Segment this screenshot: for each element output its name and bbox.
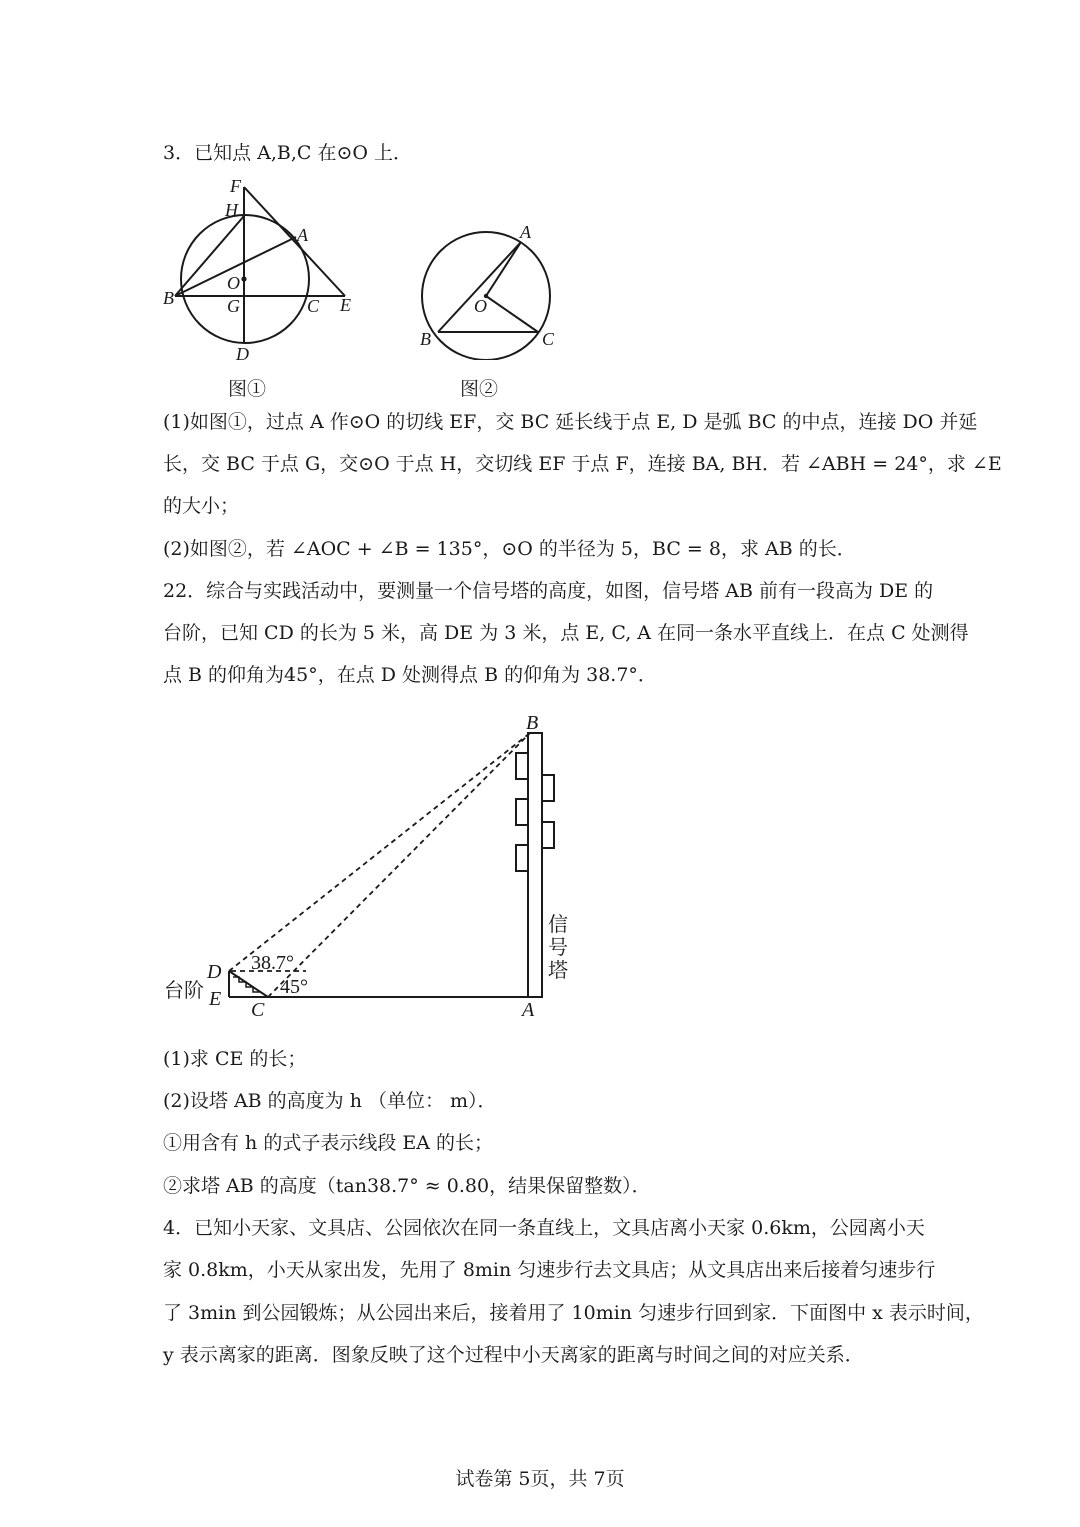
q3-part1-line1: (1)如图①，过点 A 作⊙O 的切线 EF，交 BC 延长线于点 E, D 是弧 BC 的中点，连接 DO 并延 <box>163 411 978 433</box>
q4-line3: 了 3min 到公园锻炼；从公园出来后，接着用了 10min 匀速步行回到家．下面图中 x 表示时间， <box>163 1302 984 1324</box>
fig3-label-e: E <box>209 988 222 1010</box>
q3-part1-line3: 的大小； <box>163 495 240 517</box>
page-footer: 试卷第 5页，共 7页 <box>455 1468 625 1490</box>
fig3-tower-char-3: 塔 <box>548 960 568 982</box>
fig2-label-a: A <box>520 222 531 242</box>
fig2-label-b: B <box>420 329 431 349</box>
q22-line1: 22．综合与实践活动中，要测量一个信号塔的高度，如图，信号塔 AB 前有一段高为 DE 的 <box>163 580 934 602</box>
figure-2 <box>410 220 570 360</box>
q3-part2: (2)如图②，若 ∠AOC + ∠B = 135°，⊙O 的半径为 5，BC = 8，求 AB 的长． <box>163 538 856 560</box>
fig2-caption: 图② <box>460 378 499 400</box>
fig3-label-b: B <box>526 712 539 734</box>
fig3-label-d: D <box>207 961 222 983</box>
fig1-label-d: D <box>236 344 249 364</box>
figure-1 <box>155 175 370 370</box>
fig1-label-g: G <box>227 296 240 316</box>
q3-stem: 3．已知点 A,B,C 在⊙O 上． <box>163 142 413 164</box>
fig1-label-e: E <box>340 295 351 315</box>
fig3-tower-char-1: 信 <box>548 914 568 936</box>
fig3-angle-d: 38.7° <box>251 952 294 974</box>
q22-part2a: ①用含有 h 的式子表示线段 EA 的长； <box>163 1132 493 1154</box>
fig1-label-c: C <box>307 296 320 316</box>
fig1-label-o: O <box>227 273 240 293</box>
fig3-label-step: 台阶 <box>164 980 204 1002</box>
fig1-caption: 图① <box>228 378 267 400</box>
fig3-angle-c: 45° <box>280 976 308 998</box>
fig1-label-a: A <box>297 225 308 245</box>
fig2-label-c: C <box>542 329 555 349</box>
fig3-label-c: C <box>251 999 265 1021</box>
fig3-label-a: A <box>522 999 535 1021</box>
q3-part1-line2: 长，交 BC 于点 G，交⊙O 于点 H，交切线 EF 于点 F，连接 BA, BH．若 ∠ABH = 24°，求 ∠E <box>163 453 1002 475</box>
q22-line3: 点 B 的仰角为45°，在点 D 处测得点 B 的仰角为 38.7°． <box>163 664 657 686</box>
q4-line4: y 表示离家的距离．图象反映了这个过程中小天离家的距离与时间之间的对应关系． <box>163 1344 864 1366</box>
q22-part2: (2)设塔 AB 的高度为 h （单位： m）． <box>163 1090 497 1112</box>
q22-part2b: ②求塔 AB 的高度（tan38.7° ≈ 0.80，结果保留整数）． <box>163 1175 651 1197</box>
fig1-label-f: F <box>230 176 241 196</box>
fig3-tower-char-2: 号 <box>548 937 568 959</box>
fig1-label-b: B <box>163 288 174 308</box>
q4-line2: 家 0.8km，小天从家出发，先用了 8min 匀速步行去文具店；从文具店出来后接着匀速步行 <box>163 1259 936 1281</box>
q4-line1: 4．已知小天家、文具店、公园依次在同一条直线上，文具店离小天家 0.6km，公园离小天 <box>163 1217 925 1239</box>
q22-part1: (1)求 CE 的长； <box>163 1048 307 1070</box>
fig1-label-h: H <box>225 200 238 220</box>
figure-tower <box>158 705 578 1025</box>
fig2-label-o: O <box>474 296 487 316</box>
q22-line2: 台阶，已知 CD 的长为 5 米，高 DE 为 3 米，点 E, C, A 在同一条水平直线上．在点 C 处测得 <box>163 622 969 644</box>
